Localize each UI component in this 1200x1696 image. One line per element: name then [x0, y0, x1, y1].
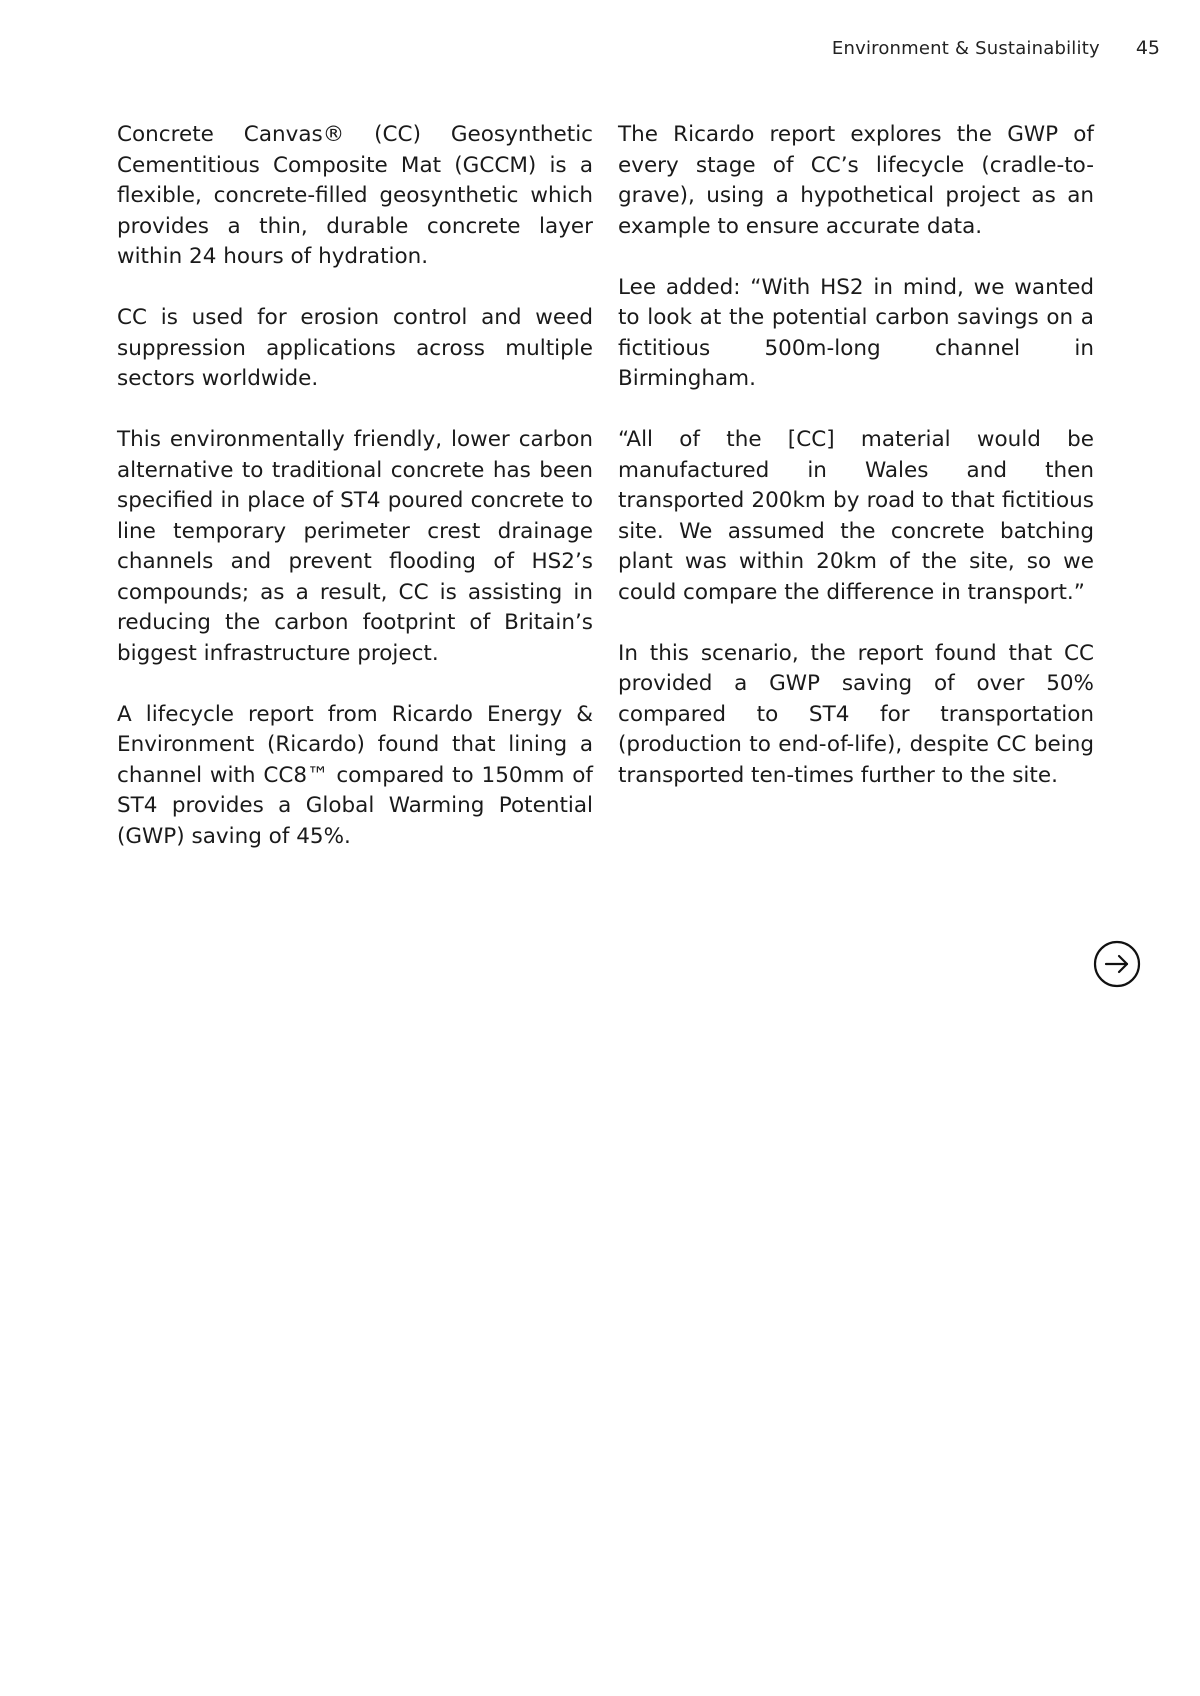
paragraph: This environmentally friendly, lower carbon alternative to traditional concrete has been specified in place of ST4 poured concrete to line temporary perimeter crest drainage channels and prevent flooding of HS2’s compounds; as a result, CC is assisting in reducing the carbon footprint of Britain’s biggest infrastructure project.	[117, 427, 593, 666]
page-number: 45	[1135, 37, 1160, 59]
paragraph: Concrete Canvas® (CC) Geosynthetic Cementitious Composite Mat (GCCM) is a flexible, concrete-filled geosynthetic which provides a thin, durable concrete layer within 24 hours of hydration.	[117, 122, 593, 269]
paragraph: CC is used for erosion control and weed suppression applications across multiple sectors worldwide.	[117, 305, 593, 391]
arrow-right-circle-icon[interactable]	[1093, 940, 1141, 988]
paragraph: A lifecycle report from Ricardo Energy & Environment (Ricardo) found that lining a channel with CC8™ compared to 150mm of ST4 provides a Global Warming Potential (GWP) saving of 45%.	[117, 701, 593, 849]
left-column	[117, 120, 593, 852]
paragraph: The Ricardo report explores the GWP of every stage of CC’s lifecycle (cradle-to-grave), using a hypothetical project as an example to ensure accurate data.	[618, 122, 1094, 239]
paragraph: In this scenario, the report found that CC provided a GWP saving of over 50% compared to ST4 for transportation (production to end-of-life), despite CC being transported ten-times further to the site.	[618, 640, 1094, 788]
section-name: Environment & Sustainability	[831, 37, 1100, 59]
paragraph: Lee added: “With HS2 in mind, we wanted to look at the potential carbon savings on a fictitious 500m-long channel in Birmingham.	[618, 274, 1094, 391]
right-column	[618, 120, 1094, 852]
paragraph: “All of the [CC] material would be manufactured in Wales and then transported 200km by road to that fictitious site. We assumed the concrete batching plant was within 20km of the site, so we could compare the difference in transport.”	[618, 427, 1094, 605]
article-body	[117, 120, 1094, 852]
page-header	[832, 36, 1160, 60]
